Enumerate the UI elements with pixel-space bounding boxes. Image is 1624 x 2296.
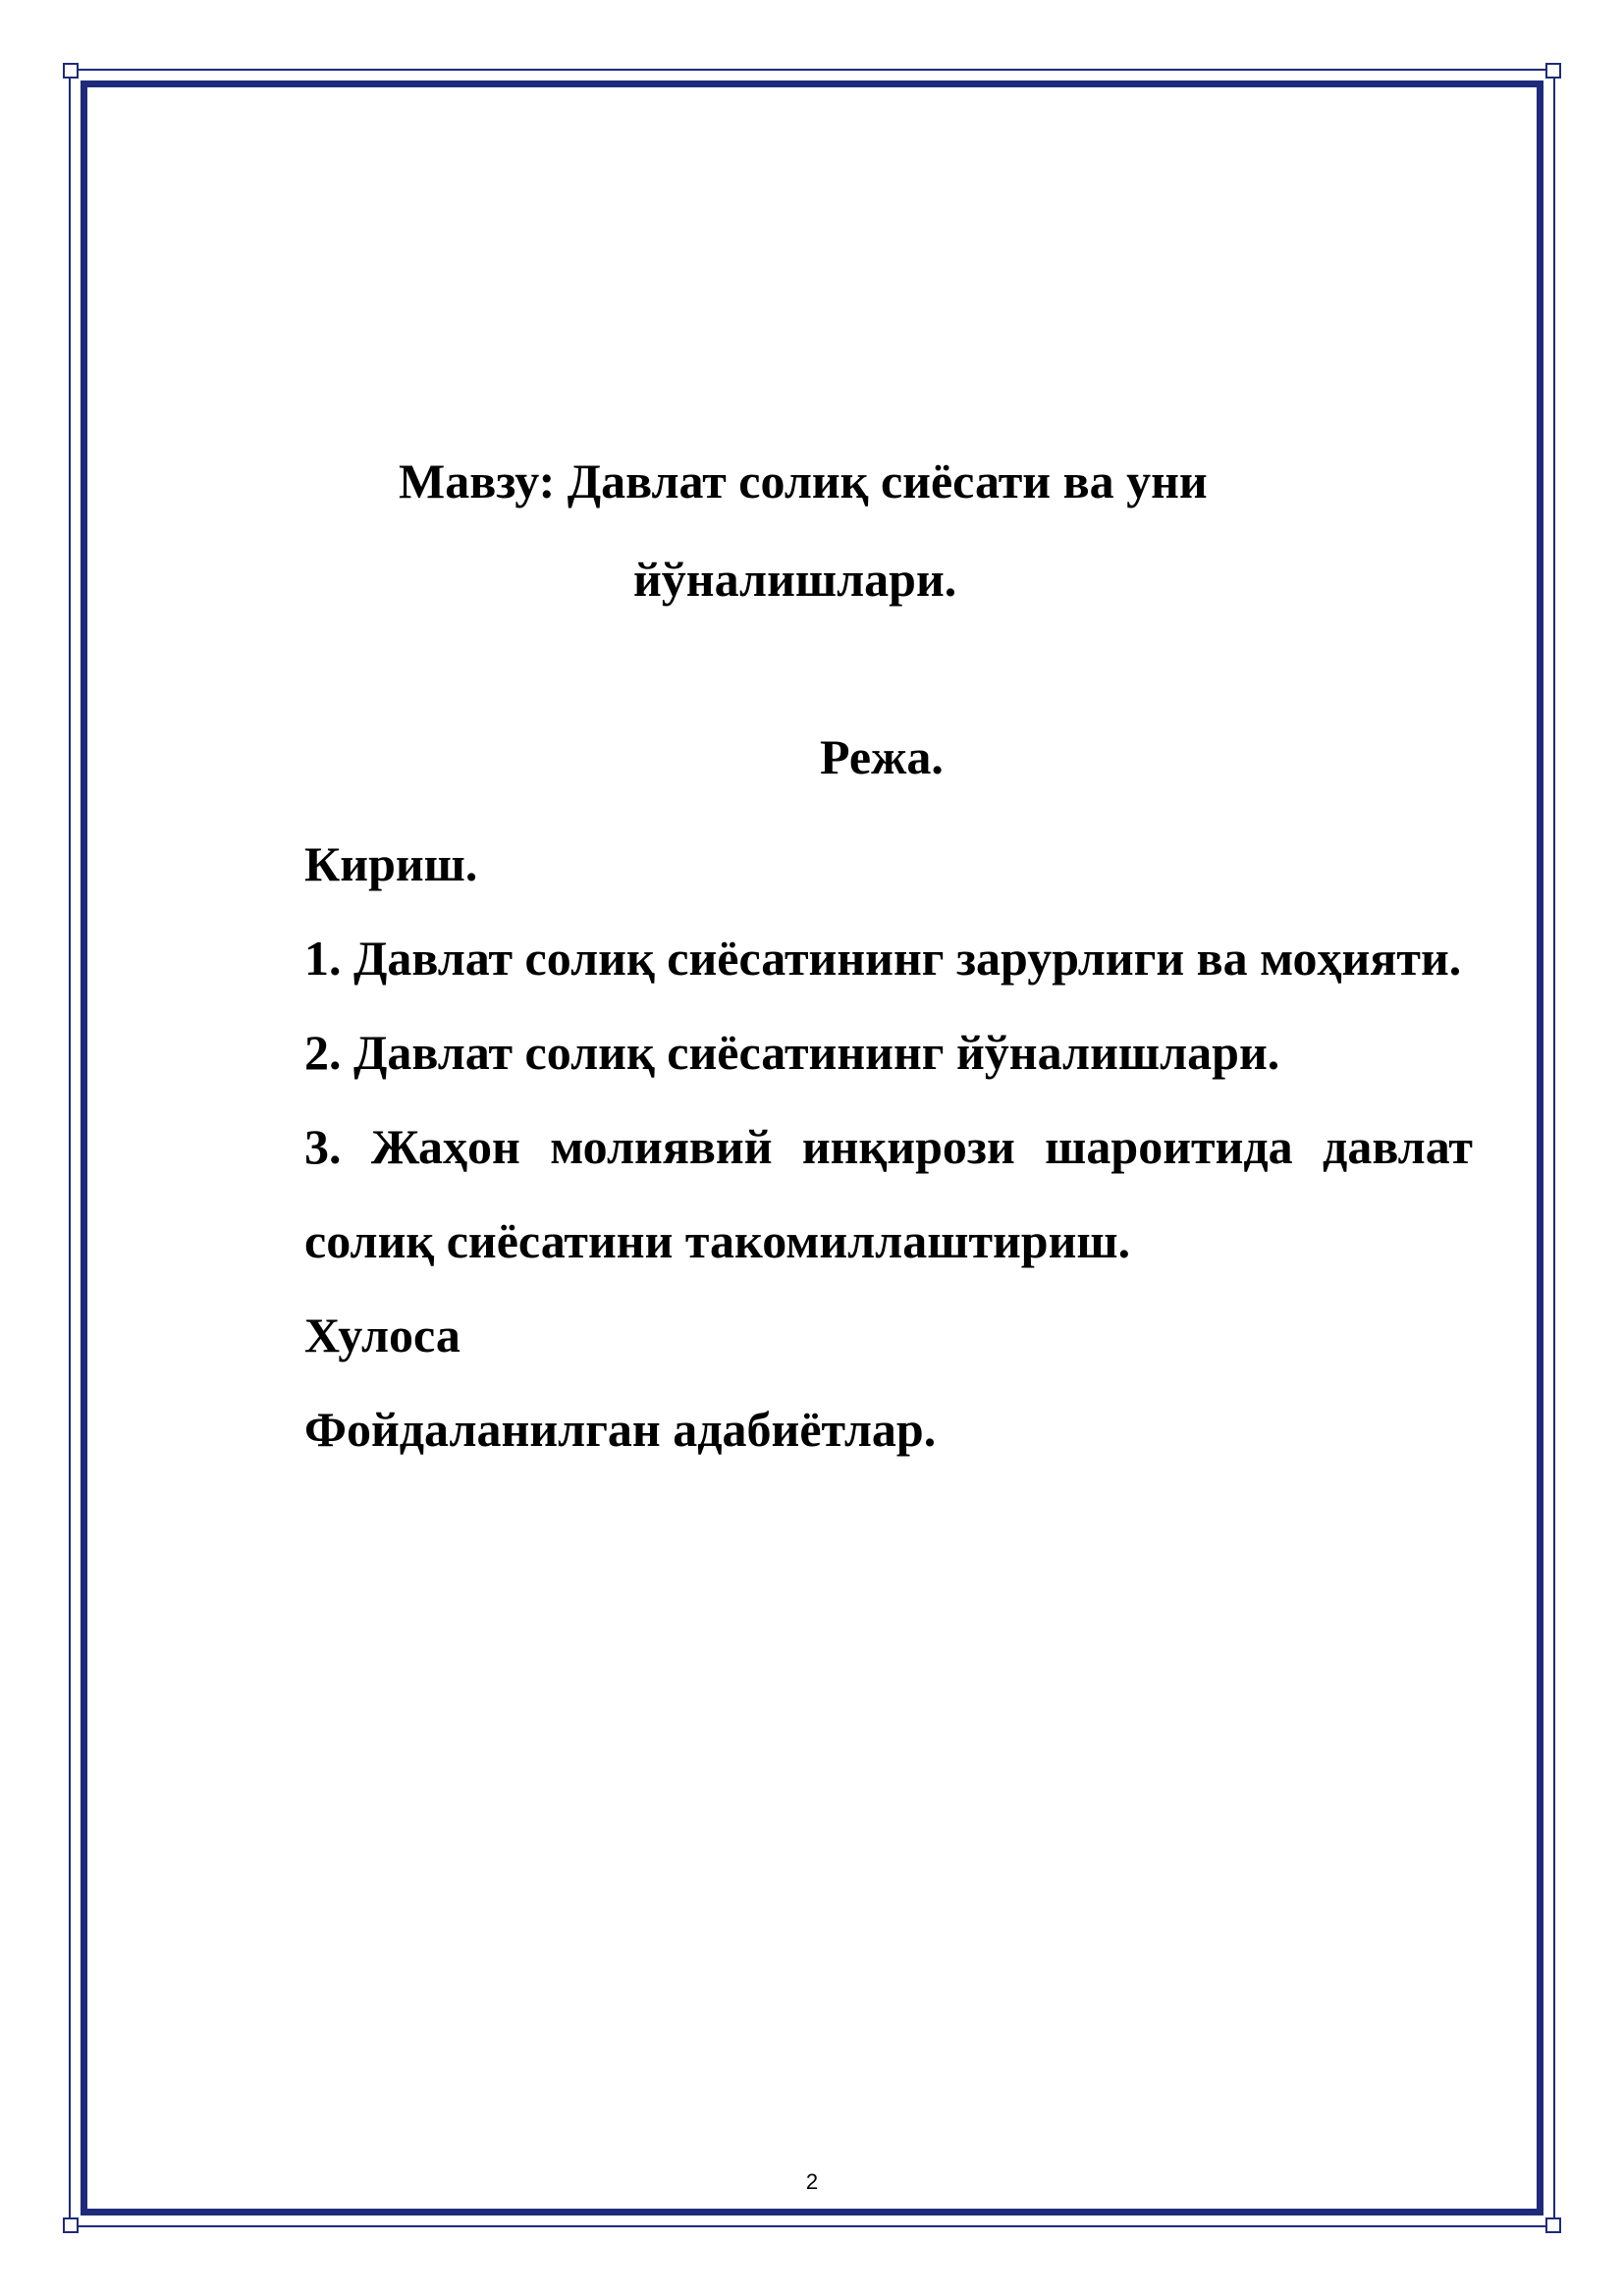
plan-item-conclusion: Хулоса: [304, 1308, 460, 1362]
plan-list: [304, 817, 1473, 1476]
plan-heading: Режа.: [820, 729, 944, 784]
page-number: 2: [805, 2169, 819, 2194]
border-corner-ornament: [63, 63, 79, 79]
plan-item-3: 3. Жаҳон молиявий инқирози шароитида давлат солиқ сиёсатини такомиллаштириш.: [304, 1119, 1473, 1268]
document-title-line-1: Мавзу: Давлат солиқ сиёсати ва уни: [399, 454, 1208, 508]
border-corner-ornament: [1545, 2217, 1561, 2233]
border-corner-ornament: [63, 2217, 79, 2233]
plan-item-1: 1. Давлат солиқ сиёсатининг зарурлиги ва моҳияти.: [304, 931, 1462, 986]
plan-item-introduction: Кириш.: [304, 836, 478, 891]
plan-item-2: 2. Давлат солиқ сиёсатининг йўналишлари.: [304, 1025, 1280, 1080]
plan-item-references: Фойдаланилган адабиётлар.: [304, 1402, 937, 1457]
document-title: [295, 432, 1414, 628]
border-corner-ornament: [1545, 63, 1561, 79]
document-title-line-2: йўналишлари.: [633, 552, 957, 607]
